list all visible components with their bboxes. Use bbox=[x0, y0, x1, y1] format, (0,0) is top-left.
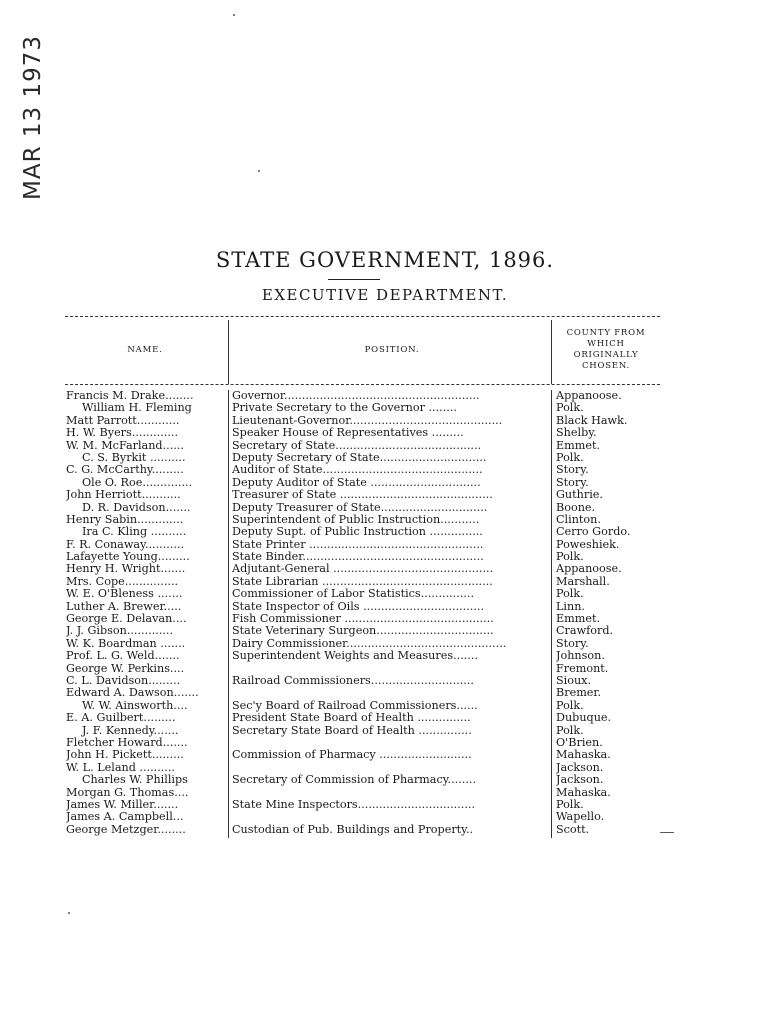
official-position: State Binder................................................... bbox=[232, 551, 484, 564]
official-position: Commissioner of Labor Statistics............... bbox=[232, 588, 475, 601]
official-name: Henry H. Wright....... bbox=[66, 563, 186, 576]
official-county: Sioux. bbox=[556, 674, 592, 687]
official-position: State Veterinary Surgeon................................. bbox=[232, 625, 494, 638]
official-position: State Inspector of Oils .................................. bbox=[232, 600, 485, 613]
official-county: Johnson. bbox=[556, 650, 605, 663]
official-name: Charles W. Phillips bbox=[82, 774, 188, 787]
official-county: Appanoose. bbox=[556, 390, 622, 402]
table-row bbox=[66, 700, 666, 712]
scan-speck bbox=[68, 912, 70, 914]
official-county: Polk. bbox=[556, 402, 584, 415]
scan-speck bbox=[660, 832, 674, 833]
table-row bbox=[66, 415, 666, 427]
official-name: William H. Fleming bbox=[82, 402, 192, 415]
table-row bbox=[66, 638, 666, 650]
official-name: J. F. Kennedy....... bbox=[82, 724, 179, 737]
table-row bbox=[66, 551, 666, 563]
official-county: Fremont. bbox=[556, 662, 609, 675]
header-divider-1 bbox=[228, 320, 229, 384]
official-position: State Printer ................................................. bbox=[232, 538, 484, 551]
table-row bbox=[66, 464, 666, 476]
table-row bbox=[66, 563, 666, 575]
official-county: Clinton. bbox=[556, 513, 601, 526]
official-name: Henry Sabin............. bbox=[66, 513, 184, 526]
official-name: James W. Miller....... bbox=[66, 798, 179, 811]
official-county: Polk. bbox=[556, 798, 584, 811]
scan-speck bbox=[258, 170, 260, 172]
official-position: Speaker House of Representatives ......... bbox=[232, 427, 464, 440]
official-position: Dairy Commissioner............................................. bbox=[232, 637, 507, 650]
header-position: POSITION. bbox=[364, 344, 420, 355]
table-row bbox=[66, 613, 666, 625]
table-row bbox=[66, 539, 666, 551]
official-county: Jackson. bbox=[556, 761, 604, 774]
table-row bbox=[66, 440, 666, 452]
official-county: Emmet. bbox=[556, 613, 601, 626]
official-name: George Metzger........ bbox=[66, 823, 186, 836]
official-position: Superintendent of Public Instruction........... bbox=[232, 513, 480, 526]
table-row bbox=[66, 774, 666, 786]
official-position: President State Board of Health ............... bbox=[232, 712, 471, 725]
official-county: Marshall. bbox=[556, 575, 610, 588]
official-county: Story. bbox=[556, 464, 589, 477]
official-name: C. G. McCarthy......... bbox=[66, 464, 184, 477]
official-county: Polk. bbox=[556, 551, 584, 564]
official-name: Matt Parrott............ bbox=[66, 414, 180, 427]
official-position: Auditor of State............................................. bbox=[232, 464, 483, 477]
official-name: George W. Perkins.... bbox=[66, 662, 185, 675]
table-row bbox=[66, 489, 666, 501]
official-name: Prof. L. G. Weld....... bbox=[66, 650, 180, 663]
scan-speck bbox=[233, 14, 235, 16]
official-position: Secretary of Commission of Pharmacy........ bbox=[232, 774, 476, 787]
table-row bbox=[66, 749, 666, 761]
table-row bbox=[66, 799, 666, 811]
official-name: E. A. Guilbert......... bbox=[66, 712, 176, 725]
table-row bbox=[66, 811, 666, 823]
header-name: NAME. bbox=[127, 344, 163, 355]
table-row bbox=[66, 402, 666, 414]
official-name: W. K. Boardman ....... bbox=[66, 637, 186, 650]
header-divider-2 bbox=[551, 320, 552, 384]
table-row bbox=[66, 390, 666, 402]
official-county: Polk. bbox=[556, 699, 584, 712]
header-bottom-rule bbox=[65, 384, 660, 385]
official-county: Shelby. bbox=[556, 427, 597, 440]
official-position: Secretary of State......................................... bbox=[232, 439, 482, 452]
official-position: Deputy Auditor of State ............................... bbox=[232, 476, 481, 489]
official-county: Black Hawk. bbox=[556, 414, 628, 427]
table-row bbox=[66, 526, 666, 538]
title-rule bbox=[328, 279, 380, 280]
official-county: Polk. bbox=[556, 724, 584, 737]
official-position: Governor....................................................... bbox=[232, 390, 480, 402]
official-county: Appanoose. bbox=[556, 563, 622, 576]
official-name: W. W. Ainsworth.... bbox=[82, 699, 188, 712]
official-name: John Herriott........... bbox=[66, 489, 181, 502]
table-row bbox=[66, 824, 666, 836]
official-position: Secretary State Board of Health ............... bbox=[232, 724, 472, 737]
official-name: Edward A. Dawson....... bbox=[66, 687, 199, 700]
official-county: Bremer. bbox=[556, 687, 602, 700]
official-county: Mahaska. bbox=[556, 786, 611, 799]
official-position: Treasurer of State ........................................... bbox=[232, 489, 493, 502]
official-county: Story. bbox=[556, 476, 589, 489]
official-name: D. R. Davidson....... bbox=[82, 501, 191, 514]
table-row bbox=[66, 477, 666, 489]
official-position: State Librarian ................................................ bbox=[232, 575, 493, 588]
official-county: Poweshiek. bbox=[556, 538, 620, 551]
official-county: Polk. bbox=[556, 451, 584, 464]
official-name: Francis M. Drake........ bbox=[66, 390, 194, 402]
official-name: J. J. Gibson............. bbox=[66, 625, 174, 638]
stamp-date: MAR 13 1973 bbox=[20, 35, 46, 200]
official-name: Ira C. Kling .......... bbox=[82, 526, 187, 539]
official-position: Deputy Supt. of Public Instruction ............... bbox=[232, 526, 483, 539]
official-name: C. S. Byrkit .......... bbox=[82, 451, 186, 464]
table-row bbox=[66, 576, 666, 588]
official-county: Boone. bbox=[556, 501, 596, 514]
official-county: Crawford. bbox=[556, 625, 614, 638]
official-name: W. L. Leland .......... bbox=[66, 761, 175, 774]
table-row bbox=[66, 787, 666, 799]
official-name: Lafayette Young......... bbox=[66, 551, 190, 564]
official-county: Wapello. bbox=[556, 811, 605, 824]
official-position: Custodian of Pub. Buildings and Property.. bbox=[232, 823, 474, 836]
official-position: Commission of Pharmacy .......................... bbox=[232, 749, 472, 762]
official-name: Fletcher Howard....... bbox=[66, 736, 188, 749]
official-name: W. E. O'Bleness ....... bbox=[66, 588, 183, 601]
official-name: George E. Delavan.... bbox=[66, 613, 187, 626]
officials-table bbox=[66, 390, 666, 836]
official-position: Adjutant-General ............................................. bbox=[232, 563, 494, 576]
official-name: John H. Pickett......... bbox=[66, 749, 184, 762]
table-row bbox=[66, 725, 666, 737]
table-row bbox=[66, 452, 666, 464]
table-row bbox=[66, 625, 666, 637]
official-county: Story. bbox=[556, 637, 589, 650]
official-name: F. R. Conaway........... bbox=[66, 538, 185, 551]
official-position: Private Secretary to the Governor ........ bbox=[232, 402, 457, 415]
official-position: Deputy Treasurer of State.............................. bbox=[232, 501, 488, 514]
official-county: Mahaska. bbox=[556, 749, 611, 762]
official-name: Luther A. Brewer..... bbox=[66, 600, 182, 613]
official-name: H. W. Byers............. bbox=[66, 427, 179, 440]
table-row bbox=[66, 514, 666, 526]
official-name: James A. Campbell... bbox=[66, 811, 184, 824]
official-position: Deputy Secretary of State.............................. bbox=[232, 451, 487, 464]
section-title: EXECUTIVE DEPARTMENT. bbox=[261, 286, 509, 304]
table-row bbox=[66, 588, 666, 600]
official-name: Ole O. Roe.............. bbox=[82, 476, 193, 489]
official-county: Polk. bbox=[556, 588, 584, 601]
official-county: Scott. bbox=[556, 823, 590, 836]
table-row bbox=[66, 502, 666, 514]
table-row bbox=[66, 601, 666, 613]
table-row bbox=[66, 675, 666, 687]
official-position: Superintendent Weights and Measures....... bbox=[232, 650, 478, 663]
received-date-stamp bbox=[10, 35, 60, 230]
table-row bbox=[66, 712, 666, 724]
official-name: W. M. McFarland...... bbox=[66, 439, 184, 452]
official-county: Cerro Gordo. bbox=[556, 526, 631, 539]
official-position: Sec'y Board of Railroad Commissioners...... bbox=[232, 699, 478, 712]
official-county: Jackson. bbox=[556, 774, 604, 787]
table-row bbox=[66, 762, 666, 774]
official-name: Mrs. Cope............... bbox=[66, 575, 179, 588]
page-title: STATE GOVERNMENT, 1896. bbox=[215, 248, 555, 272]
header-county: COUNTY FROM WHICH ORIGINALLY CHOSEN. bbox=[566, 328, 646, 371]
official-county: O'Brien. bbox=[556, 736, 603, 749]
official-position: Fish Commissioner .......................................... bbox=[232, 613, 494, 626]
official-position: Railroad Commissioners............................. bbox=[232, 674, 474, 687]
official-name: C. L. Davidson......... bbox=[66, 674, 181, 687]
table-top-rule bbox=[65, 316, 660, 317]
table-row bbox=[66, 427, 666, 439]
table-row bbox=[66, 663, 666, 675]
official-position: Lieutenant-Governor........................................... bbox=[232, 414, 503, 427]
official-position: State Mine Inspectors................................. bbox=[232, 798, 476, 811]
table-row bbox=[66, 737, 666, 749]
table-row bbox=[66, 687, 666, 699]
official-county: Guthrie. bbox=[556, 489, 603, 502]
official-county: Dubuque. bbox=[556, 712, 612, 725]
official-name: Morgan G. Thomas.... bbox=[66, 786, 189, 799]
official-county: Linn. bbox=[556, 600, 585, 613]
table-row bbox=[66, 650, 666, 662]
official-county: Emmet. bbox=[556, 439, 601, 452]
